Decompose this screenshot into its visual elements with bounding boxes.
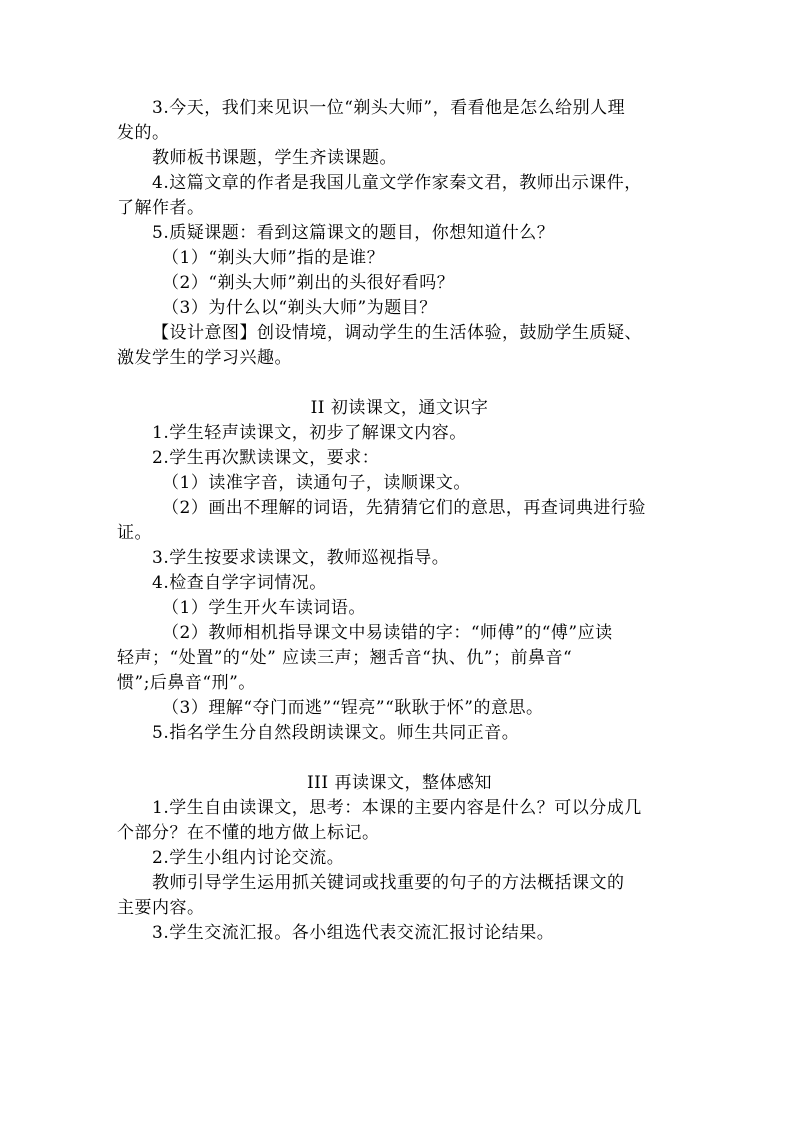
paragraph-line: 个部分？在不懂的地方做上标记。: [117, 823, 380, 843]
paragraph-line: （2）画出不理解的词语，先猜猜它们的意思，再查词典进行验: [162, 498, 646, 518]
paragraph-line: （3）理解“夺门而逃”“锃亮”“耿耿于怀”的意思。: [162, 698, 544, 718]
paragraph-line: 教师引导学生运用抓关键词或找重要的句子的方法概括课文的: [152, 873, 625, 893]
paragraph-line: 2.学生再次默读课文，要求：: [152, 448, 380, 468]
paragraph-line: （3）为什么以“剃头大师”为题目？: [162, 298, 437, 318]
paragraph-line: 主要内容。: [117, 898, 205, 918]
paragraph-line: 5.指名学生分自然段朗读课文。师生共同正音。: [152, 723, 520, 743]
paragraph-line: 1.学生自由读课文，思考：本课的主要内容是什么？可以分成几: [152, 798, 642, 818]
paragraph-line: 2.学生小组内讨论交流。: [152, 848, 345, 868]
paragraph-line: 1.学生轻声读课文，初步了解课文内容。: [152, 423, 467, 443]
paragraph-line: 惯”;后鼻音“刑”。: [117, 673, 256, 693]
paragraph-line: （1）读准字音，读通句子，读顺课文。: [162, 473, 471, 493]
paragraph-line: 5.质疑课题：看到这篇课文的题目，你想知道什么？: [152, 223, 555, 243]
spacer: [117, 746, 682, 771]
document-page: [117, 96, 682, 946]
paragraph-line: 了解作者。: [117, 198, 205, 218]
paragraph-line: 轻声；“处置”的“处” 应读三声；翘舌音“执、仇”；前鼻音“: [117, 648, 573, 668]
paragraph-line: 发的。: [117, 123, 170, 143]
design-intent-line: 【设计意图】创设情境，调动学生的生活体验，鼓励学生质疑、: [152, 323, 642, 343]
design-intent-line: 激发学生的学习兴趣。: [117, 348, 292, 368]
section-heading-3: III 再读课文，整体感知: [306, 773, 493, 793]
paragraph-line: 4.这篇文章的作者是我国儿童文学作家秦文君，教师出示课件，: [152, 173, 642, 193]
paragraph-line: （1）“剃头大师”指的是谁？: [162, 248, 385, 268]
paragraph-line: 3.学生交流汇报。各小组选代表交流汇报讨论结果。: [152, 923, 555, 943]
paragraph-line: （1）学生开火车读词语。: [162, 598, 366, 618]
paragraph-line: 教师板书课题，学生齐读课题。: [152, 148, 397, 168]
paragraph-line: 3.今天，我们来见识一位“剃头大师”，看看他是怎么给别人理: [152, 98, 626, 118]
paragraph-line: （2）“剃头大师”剃出的头很好看吗？: [162, 273, 455, 293]
spacer: [117, 371, 682, 396]
paragraph-line: 4.检查自学字词情况。: [152, 573, 327, 593]
paragraph-line: 3.学生按要求读课文，教师巡视指导。: [152, 548, 450, 568]
paragraph-line: （2）教师相机指导课文中易读错的字：“师傅”的“傅”应读: [162, 623, 613, 643]
paragraph-line: 证。: [117, 523, 152, 543]
section-heading-2: II 初读课文，通文识字: [310, 398, 489, 418]
